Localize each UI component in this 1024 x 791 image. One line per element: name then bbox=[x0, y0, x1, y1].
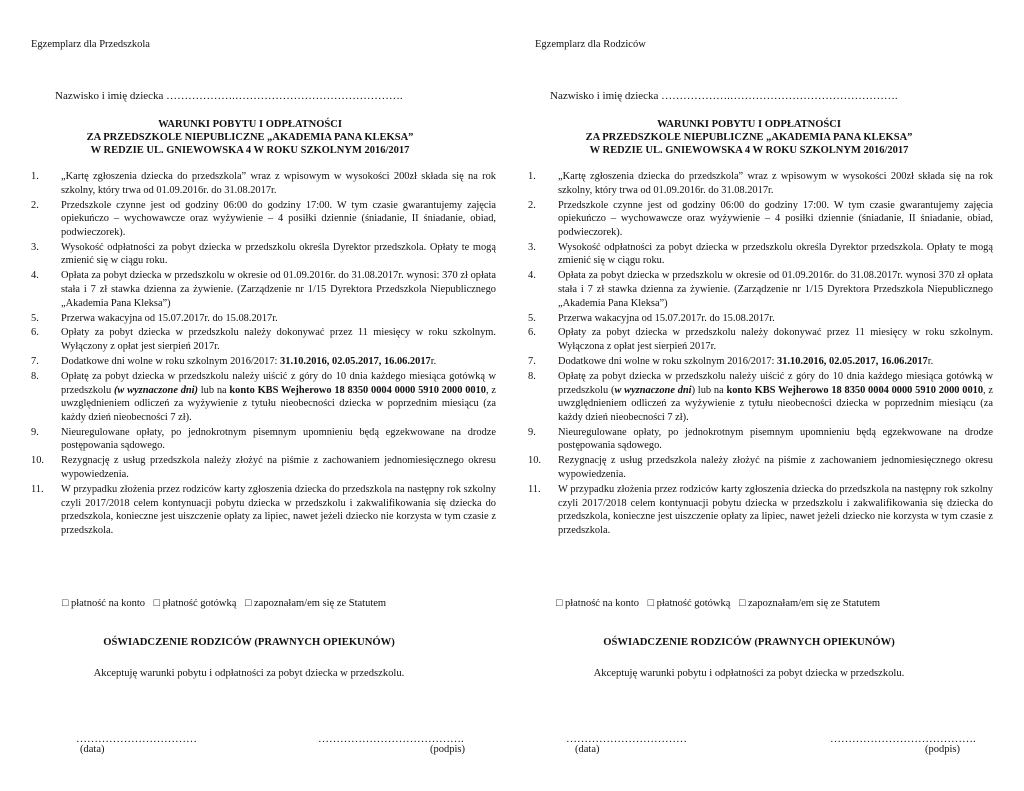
term-text: Opłaty za pobyt dziecka w przedszkolu należy dokonywać przez 11 miesięcy w roku szkolnym. Wyłączony z opłat jest sierpień 2017r. bbox=[61, 327, 496, 353]
term-number: 2. bbox=[528, 199, 536, 211]
term-number: 9. bbox=[528, 426, 536, 438]
term-text: Przerwa wakacyjna od 15.07.2017r. do 15.08.2017r. bbox=[61, 312, 278, 324]
date-line: …………………………… bbox=[76, 733, 197, 745]
term-number: 9. bbox=[31, 426, 39, 438]
term-text: Nieuregulowane opłaty, po jednokrotnym pisemnym upomnieniu będą egzekwowane na drodze postępowania sądowego. bbox=[558, 426, 993, 452]
term-number: 7. bbox=[528, 356, 536, 368]
term-number: 8. bbox=[31, 371, 39, 383]
term-text: Rezygnację z usług przedszkola należy złożyć na piśmie z zachowaniem jednomiesięcznego okresu wypowiedzenia. bbox=[558, 455, 993, 480]
title-line: ZA PRZEDSZKOLE NIEPUBLICZNE „AKADEMIA PANA KLEKSA” bbox=[585, 132, 913, 143]
terms-list bbox=[31, 170, 496, 539]
term-item bbox=[31, 426, 496, 453]
term-text: (w wyznaczone dni) bbox=[113, 384, 199, 396]
term-number: 1. bbox=[528, 171, 536, 182]
declaration-heading: OŚWIADCZENIE RODZICÓW (PRAWNYCH OPIEKUNÓW) bbox=[103, 637, 395, 648]
term-text: 31.10.2016, 02.05.2017, 16.06.2017 bbox=[777, 356, 928, 368]
title-line: WARUNKI POBYTU I ODPŁATNOŚCI bbox=[158, 119, 342, 130]
term-item bbox=[528, 312, 993, 326]
term-text: r. bbox=[927, 356, 934, 368]
term-item bbox=[31, 199, 496, 240]
title-line: ZA PRZEDSZKOLE NIEPUBLICZNE „AKADEMIA PANA KLEKSA” bbox=[86, 132, 414, 143]
term-text: r. bbox=[430, 356, 437, 368]
title-line: W REDZIE UL. GNIEWOWSKA 4 W ROKU SZKOLNYM 2016/2017 bbox=[90, 145, 410, 156]
term-text: „Kartę zgłoszenia dziecka do przedszkola” wraz z wpisowym w wysokości 200zł składa się na rok szkolny, który trwa od 01.09.2016r. do 31.08.2017r. bbox=[61, 171, 496, 196]
term-item bbox=[31, 312, 496, 326]
term-text: Dodatkowe dni wolne w roku szkolnym 2016/2017: bbox=[61, 356, 281, 368]
term-item bbox=[31, 355, 496, 369]
checkbox-cash-payment[interactable]: □ płatność gotówką bbox=[647, 598, 731, 609]
term-item bbox=[528, 483, 993, 537]
term-item bbox=[528, 269, 993, 310]
term-text: Wysokość odpłatności za pobyt dziecka w przedszkolu określa Dyrektor przedszkola. Opłaty te mogą zmienić się w ciągu roku. bbox=[558, 241, 993, 267]
term-text: Rezygnację z usług przedszkola należy złożyć na piśmie z zachowaniem jednomiesięcznego okresu wypowiedzenia. bbox=[61, 455, 496, 480]
term-number: 3. bbox=[31, 241, 39, 253]
term-item bbox=[528, 426, 993, 453]
checkbox-statute[interactable]: □ zapoznałam/em się ze Statutem bbox=[245, 598, 387, 609]
term-text: Opłatę za pobyt dziecka w przedszkolu należy uiścić z góry do 10 dnia każdego miesiąca gotówką w przedszkolu ( bbox=[558, 371, 993, 396]
title-line: W REDZIE UL. GNIEWOWSKA 4 W ROKU SZKOLNYM 2016/2017 bbox=[589, 145, 909, 156]
term-number: 10. bbox=[31, 455, 44, 467]
copy-parents bbox=[504, 0, 994, 791]
term-text: Wysokość odpłatności za pobyt dziecka w przedszkolu określa Dyrektor przedszkola. Opłaty te mogą zmienić się w ciągu roku. bbox=[61, 241, 496, 267]
declaration-heading: OŚWIADCZENIE RODZICÓW (PRAWNYCH OPIEKUNÓW) bbox=[603, 637, 895, 648]
term-item bbox=[528, 326, 993, 353]
term-text: Przedszkole czynne jest od godziny 06:00 do godziny 17:00. W tym czasie gwarantujemy zajęcia opiekuńczo – wychowawcze oraz wyżywienie – 4 posiłki dziennie (śniadanie, II śniadanie, obiad, podwieczorek). bbox=[61, 199, 496, 238]
term-text: Opłata za pobyt dziecka w przedszkolu w okresie od 01.09.2016r. do 31.08.2017r. wynosi 370 zł opłata stała i 7 zł stawka dzienna za żywienie. (Zarządzenie nr 1/15 Dyrektora Przedszkola Niepublicznego „Akademia Pana Kleksa”) bbox=[558, 270, 993, 309]
term-text: konto KBS Wejherowo 18 8350 0004 0000 5910 2000 0010 bbox=[726, 384, 984, 396]
term-text: Nieuregulowane opłaty, po jednokrotnym pisemnym upomnieniu będą egzekwowane na drodze postępowania sądowego. bbox=[61, 426, 496, 452]
term-text: ) lub na bbox=[691, 384, 727, 396]
term-item bbox=[528, 170, 993, 197]
terms-list bbox=[528, 170, 993, 539]
date-label: (data) bbox=[80, 744, 105, 755]
term-text: w wyznaczone dni bbox=[614, 384, 692, 396]
term-number: 11. bbox=[31, 483, 44, 495]
term-text: W przypadku złożenia przez rodziców karty zgłoszenia dziecka do przedszkola na następny rok szkolny czyli 2017/2018 celem kontynuacji pobytu dziecka w przedszkolu i zakwalifikowania się dziecka do przedszkola, konieczne jest uiszczenie opłaty za lipiec, nawet jeżeli dziecko nie korzysta w tym czasie z przedszkola. bbox=[61, 483, 496, 536]
term-number: 5. bbox=[528, 312, 536, 324]
date-label: (data) bbox=[575, 744, 600, 755]
term-text: Opłaty za pobyt dziecka w przedszkolu należy dokonywać przez 11 miesięcy w roku szkolnym. Wyłączona z opłat jest sierpień 2017r. bbox=[558, 327, 993, 353]
term-number: 4. bbox=[528, 270, 536, 282]
term-item bbox=[528, 454, 993, 481]
acceptance-text: Akceptuję warunki pobytu i odpłatności za pobyt dziecka w przedszkolu. bbox=[93, 668, 405, 679]
checkbox-row bbox=[556, 598, 886, 609]
term-item bbox=[31, 170, 496, 197]
term-item bbox=[31, 269, 496, 310]
date-line: …………………………… bbox=[566, 733, 687, 745]
term-number: 5. bbox=[31, 312, 39, 324]
term-number: 3. bbox=[528, 241, 536, 253]
term-number: 8. bbox=[528, 371, 536, 383]
term-item bbox=[528, 241, 993, 268]
term-item bbox=[528, 199, 993, 240]
term-text: Dodatkowe dni wolne w roku szkolnym 2016/2017: bbox=[558, 356, 778, 368]
term-number: 6. bbox=[528, 327, 536, 339]
term-item bbox=[31, 483, 496, 537]
term-number: 11. bbox=[528, 483, 541, 495]
signature-label: (podpis) bbox=[925, 744, 960, 755]
term-text: 31.10.2016, 02.05.2017, 16.06.2017 bbox=[280, 356, 431, 368]
term-text: „Kartę zgłoszenia dziecka do przedszkola” wraz z wpisowym w wysokości 200zł składa się na rok szkolny, który trwa od 01.09.2016r. do 31.08.2017r. bbox=[558, 171, 993, 196]
child-name-line: Nazwisko i imię dziecka ……………….………………………………………. bbox=[550, 90, 898, 102]
term-item bbox=[31, 454, 496, 481]
term-text: Przedszkole czynne jest od godziny 06:00 do godziny 17:00. W tym czasie gwarantujemy zajęcia opiekuńczo – wychowawcze oraz wyżywienie – 4 posiłki dziennie (śniadanie, II śniadanie, obiad, podwieczorek). bbox=[558, 199, 993, 238]
term-number: 10. bbox=[528, 455, 541, 467]
checkbox-bank-payment[interactable]: □ płatność na konto bbox=[62, 598, 146, 609]
term-item bbox=[528, 355, 993, 369]
term-text: Opłata za pobyt dziecka w przedszkolu w okresie od 01.09.2016r. do 31.08.2017r. wynosi: 370 zł opłata stała i 7 zł stawka dzienna za żywienie. (Zarządzenie nr 1/15 Dyrektora Przedszkola Niepublicznego „Akademia Pana Kleksa”) bbox=[61, 270, 496, 309]
term-number: 1. bbox=[31, 171, 39, 182]
checkbox-statute[interactable]: □ zapoznałam/em się ze Statutem bbox=[739, 598, 881, 609]
checkbox-cash-payment[interactable]: □ płatność gotówką bbox=[153, 598, 237, 609]
term-number: 2. bbox=[31, 199, 39, 211]
copy-label: Egzemplarz dla Przedszkola bbox=[31, 39, 150, 50]
document-title bbox=[504, 118, 994, 157]
copy-preschool bbox=[0, 0, 496, 791]
term-number: 6. bbox=[31, 327, 39, 339]
document-title bbox=[0, 118, 490, 157]
term-number: 4. bbox=[31, 270, 39, 282]
term-text: Opłatę za pobyt dziecka w przedszkolu należy uiścić z góry do 10 dnia każdego miesiąca gotówką w przedszkolu bbox=[61, 371, 496, 396]
acceptance-text: Akceptuję warunki pobytu i odpłatności za pobyt dziecka w przedszkolu. bbox=[593, 668, 905, 679]
child-name-line: Nazwisko i imię dziecka ……………….………………………………………. bbox=[55, 90, 403, 102]
term-item bbox=[528, 370, 993, 424]
term-text: , z uwzględnieniem odliczeń za wyżywienie z tytułu nieobecności dziecka w poprzednim miesiącu (za każdy dzień nieobecności 7 zł). bbox=[558, 384, 994, 423]
term-text: konto KBS Wejherowo 18 8350 0004 0000 5910 2000 0010 bbox=[229, 384, 486, 396]
term-text: , z uwzględnieniem odliczeń za wyżywienie z tytułu nieobecności dziecka w poprzednim miesiącu (za każdy dzień nieobecności 7 zł). bbox=[61, 384, 496, 423]
copy-label: Egzemplarz dla Rodziców bbox=[535, 39, 646, 50]
checkbox-row bbox=[62, 598, 392, 609]
term-item bbox=[31, 241, 496, 268]
signature-line: …………………………………. bbox=[318, 733, 464, 745]
signature-line: …………………………………. bbox=[830, 733, 976, 745]
term-text: lub na bbox=[198, 384, 230, 396]
term-text: W przypadku złożenia przez rodziców karty zgłoszenia dziecka do przedszkola na następny rok szkolny czyli 2017/2018 celem kontynuacji pobytu dziecka w przedszkolu i zakwalifikowania się dziecka do przedszkola, konieczne jest uiszczenie opłaty za lipiec, nawet jeżeli dziecko nie korzysta w tym czasie z przedszkola. bbox=[558, 483, 993, 536]
term-item bbox=[31, 326, 496, 353]
checkbox-bank-payment[interactable]: □ płatność na konto bbox=[556, 598, 640, 609]
signature-label: (podpis) bbox=[430, 744, 465, 755]
term-number: 7. bbox=[31, 356, 39, 368]
term-text: Przerwa wakacyjna od 15.07.2017r. do 15.08.2017r. bbox=[558, 312, 775, 324]
title-line: WARUNKI POBYTU I ODPŁATNOŚCI bbox=[657, 119, 841, 130]
term-item bbox=[31, 370, 496, 424]
